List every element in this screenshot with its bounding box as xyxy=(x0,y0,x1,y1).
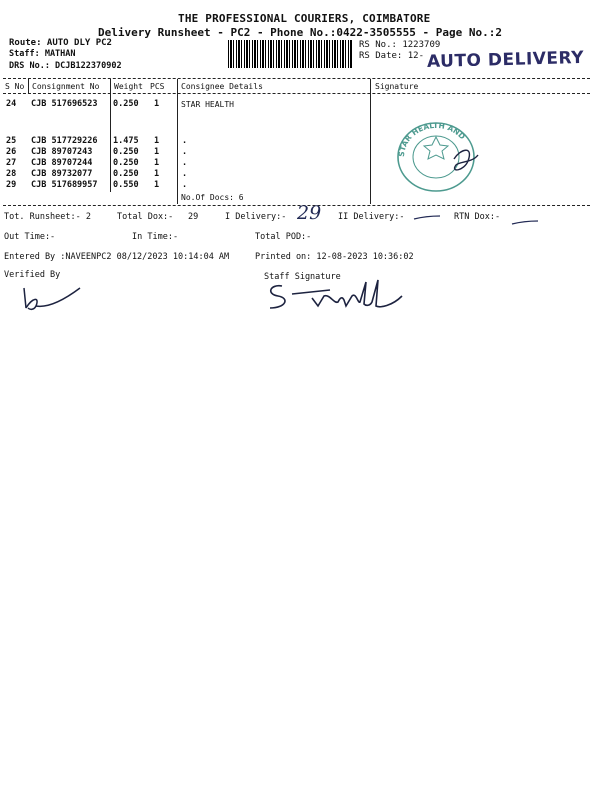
total-dox-value: 29 xyxy=(188,212,199,222)
row-pcs: 1 xyxy=(154,99,160,109)
row-consignee: STAR HEALTH xyxy=(181,100,234,109)
i-delivery-label: I Delivery:- xyxy=(225,212,287,222)
total-runsheet: Tot. Runsheet:- 2 xyxy=(4,212,91,222)
row-weight: 0.250 xyxy=(113,99,139,109)
col-divider xyxy=(370,79,371,204)
in-time: In Time:- xyxy=(132,232,179,242)
row-weight: 0.250 xyxy=(113,158,139,168)
row-consignment: CJB 517696523 xyxy=(31,99,98,109)
row-pcs: 1 xyxy=(154,169,160,179)
row-consignment: CJB 89707244 xyxy=(31,158,93,168)
staff-signature-label: Staff Signature xyxy=(264,272,341,282)
row-pcs: 1 xyxy=(154,136,160,146)
col-divider xyxy=(28,79,29,94)
row-consignment: CJB 89732077 xyxy=(31,169,93,179)
col-header-sno: S No xyxy=(5,82,25,91)
row-consignment: CJB 517689957 xyxy=(31,180,98,190)
col-header-weight: Weight xyxy=(114,82,143,91)
row-pcs: 1 xyxy=(154,180,160,190)
staff-signature xyxy=(262,276,412,318)
col-header-pcs: PCS xyxy=(150,82,165,91)
row-sno: 28 xyxy=(6,169,17,179)
rs-date: RS Date: 12- xyxy=(359,51,425,61)
verified-signature xyxy=(18,280,88,314)
table-header-rule xyxy=(3,93,590,94)
col-header-consignee: Consignee Details xyxy=(181,82,263,91)
row-sno: 24 xyxy=(6,99,17,109)
rtn-dox-dash xyxy=(510,219,540,227)
barcode xyxy=(228,40,352,68)
staff-label: Staff: MATHAN xyxy=(9,49,76,59)
rs-number: RS No.: 1223709 xyxy=(359,40,441,50)
row-pcs: 1 xyxy=(154,147,160,157)
row-sno: 25 xyxy=(6,136,17,146)
row-consignment: CJB 517729226 xyxy=(31,136,98,146)
row-weight: 0.250 xyxy=(113,147,139,157)
row-consignee: . xyxy=(182,180,188,190)
row-consignee: . xyxy=(182,169,188,179)
row-consignee: . xyxy=(182,136,188,146)
table-top-rule xyxy=(3,78,590,79)
row-consignee: . xyxy=(182,158,188,168)
star-health-seal xyxy=(394,119,484,195)
seal-text: STAR HEALTH AND xyxy=(396,120,467,158)
printed-on: Printed on: 12-08-2023 10:36:02 xyxy=(255,252,414,262)
route-label: Route: AUTO DLY PC2 xyxy=(9,38,112,48)
no-of-docs: No.Of Docs: 6 xyxy=(181,193,244,202)
ii-delivery-label: II Delivery:- xyxy=(338,212,405,222)
row-weight: 0.250 xyxy=(113,169,139,179)
drs-number: DRS No.: DCJB122370902 xyxy=(9,61,122,71)
ii-delivery-dash xyxy=(412,214,442,222)
row-consignee: . xyxy=(182,147,188,157)
entered-by: Entered By :NAVEENPC2 08/12/2023 10:14:04 AM xyxy=(4,252,230,262)
col-divider xyxy=(110,79,111,192)
row-sno: 26 xyxy=(6,147,17,157)
rtn-dox-label: RTN Dox:- xyxy=(454,212,501,222)
row-sno: 27 xyxy=(6,158,17,168)
runsheet-title: Delivery Runsheet - PC2 - Phone No.:0422-3505555 - Page No.:2 xyxy=(98,26,502,39)
row-sno: 29 xyxy=(6,180,17,190)
col-header-signature: Signature xyxy=(375,82,419,91)
row-consignment: CJB 89707243 xyxy=(31,147,93,157)
row-weight: 0.550 xyxy=(113,180,139,190)
total-dox-label: Total Dox:- xyxy=(117,212,174,222)
company-title: THE PROFESSIONAL COURIERS, COIMBATORE xyxy=(178,12,431,25)
auto-delivery-stamp: AUTO DELIVERY xyxy=(426,47,585,73)
svg-text:STAR HEALTH AND xyxy=(397,121,467,157)
row-pcs: 1 xyxy=(154,158,160,168)
verified-by-label: Verified By xyxy=(4,270,61,280)
out-time: Out Time:- xyxy=(4,232,56,242)
col-divider xyxy=(177,79,178,204)
col-header-consignment: Consignment No xyxy=(32,82,100,91)
row-weight: 1.475 xyxy=(113,136,139,146)
total-pod: Total POD:- xyxy=(255,232,312,242)
i-delivery-handwritten: 29 xyxy=(297,202,322,224)
